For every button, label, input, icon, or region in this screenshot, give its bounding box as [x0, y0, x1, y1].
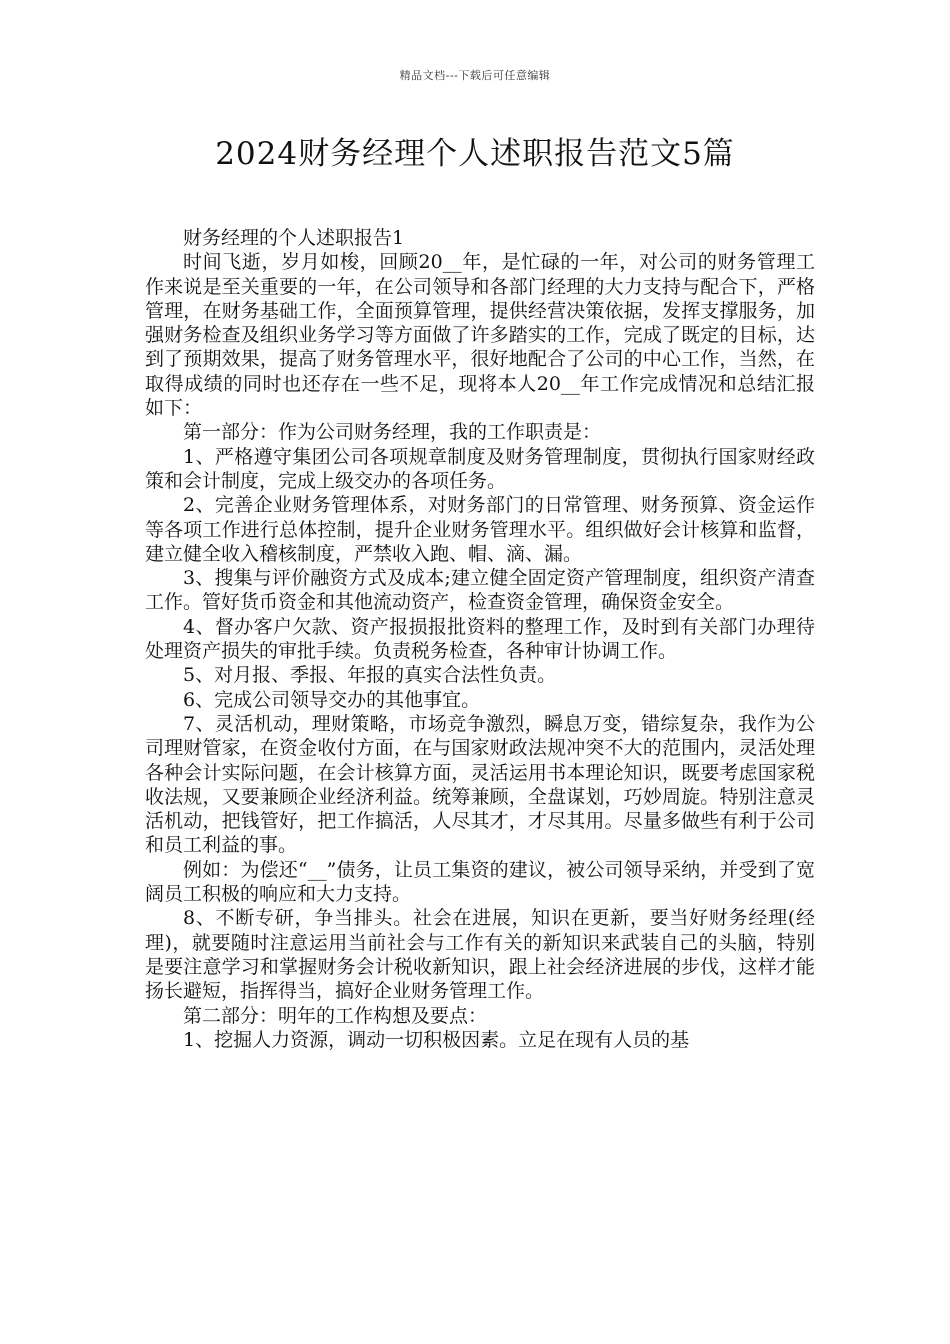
list-item: 7、灵活机动，理财策略，市场竞争激烈，瞬息万变，错综复杂，我作为公司理财管家，在资金收付方面，在与国家财政法规冲突不大的范围内，灵活处理各种会计实际问题，在会计核算方面，灵活运用书本理论知识，既要考虑国家税收法规，又要兼顾企业经济利益。统筹兼顾，全盘谋划，巧妙周旋。特别注意灵活机动，把钱管好，把工作搞活，人尽其才，才尽其用。尽量多做些有利于公司和员工利益的事。	[145, 712, 815, 857]
list-item: 1、挖掘人力资源，调动一切积极因素。立足在现有人员的基	[183, 1028, 690, 1051]
section-heading: 第二部分：明年的工作构想及要点：	[183, 1004, 488, 1027]
document-title: 2024财务经理个人述职报告范文5篇	[215, 136, 735, 172]
list-item: 8、不断专研，争当排头。社会在进展，知识在更新，要当好财务经理(经理)，就要随时注意运用当前社会与工作有关的新知识来武装自己的头脑，特别是要注意学习和掌握财务会计税收新知识，跟上社会经济进展的步伐，这样才能扬长避短，指挥得当，搞好企业财务管理工作。	[145, 907, 815, 1003]
header-note: 精品文档---下载后可任意编辑	[399, 69, 551, 82]
paragraph: 例如：为偿还“__”债务，让员工集资的建议，被公司领导采纳，并受到了宽阔员工积极的响应和大力支持。	[145, 858, 815, 906]
list-item: 4、督办客户欠款、资产报损报批资料的整理工作，及时到有关部门办理待处理资产损失的审批手续。负责税务检查，各种审计协调工作。	[145, 615, 815, 663]
list-item: 2、完善企业财务管理体系，对财务部门的日常管理、财务预算、资金运作等各项工作进行总体控制，提升企业财务管理水平。组织做好会计核算和监督，建立健全收入稽核制度，严禁收入跑、帽、滴、漏。	[145, 494, 815, 565]
list-item: 5、对月报、季报、年报的真实合法性负责。	[183, 664, 557, 687]
list-item: 1、严格遵守集团公司各项规章制度及财务管理制度，贯彻执行国家财经政策和会计制度，完成上级交办的各项任务。	[145, 445, 815, 492]
paragraph: 时间飞逝，岁月如梭，回顾20__年，是忙碌的一年，对公司的财务管理工作来说是至关重要的一年，在公司领导和各部门经理的大力支持与配合下，严格管理，在财务基础工作，全面预算管理，提供经营决策依据，发挥支撑服务，加强财务检查及组织业务学习等方面做了许多踏实的工作，完成了既定的目标，达到了预期效果，提高了财务管理水平，很好地配合了公司的中心工作，当然，在取得成绩的同时也还存在一些不足，现将本人20__年工作完成情况和总结汇报如下：	[145, 251, 815, 420]
list-item: 6、完成公司领导交办的其他事宜。	[183, 688, 481, 711]
section-heading: 财务经理的个人述职报告1	[183, 227, 405, 249]
section-heading: 第一部分：作为公司财务经理，我的工作职责是：	[183, 421, 602, 444]
list-item: 3、搜集与评价融资方式及成本;建立健全固定资产管理制度，组织资产清查工作。管好货币资金和其他流动资产，检查资金管理，确保资金安全。	[145, 567, 815, 614]
document-body	[145, 226, 815, 1052]
